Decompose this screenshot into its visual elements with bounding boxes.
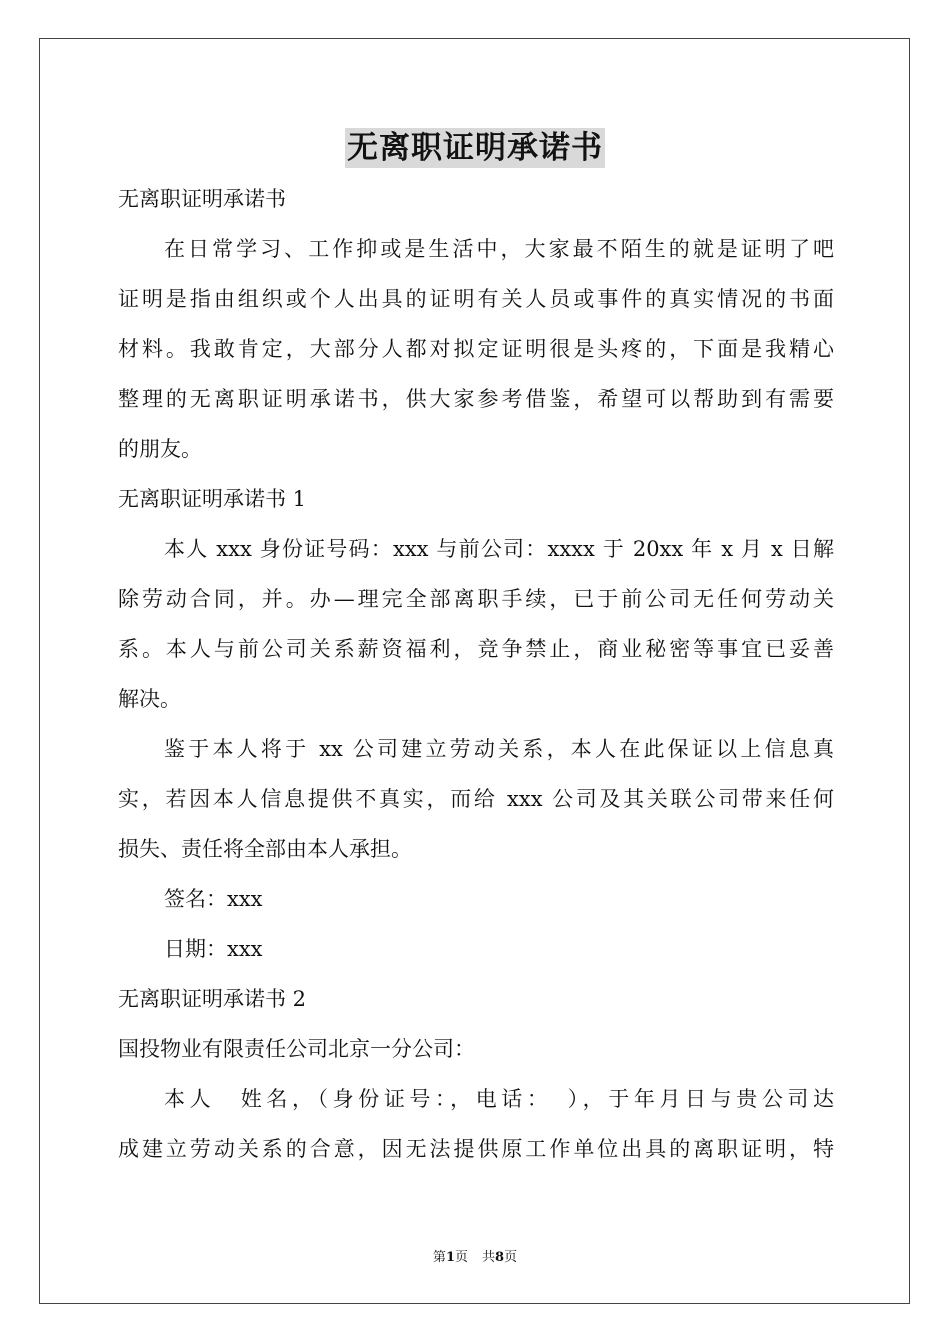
document-title: 无离职证明承诺书 [347,130,603,166]
text-line: 本人 姓名，（身份证号：，电话： ），于年月日与贵公司达 [164,1087,834,1111]
text-line: 解决。 [118,687,181,711]
text-line: 在日常学习、工作抑或是生活中，大家最不陌生的就是证明了吧 [164,237,834,261]
page-label-suffix: 页 [454,1250,468,1265]
text-line: 的朋友。 [118,437,202,461]
text-line: 签名：xxx [164,887,263,911]
page-number: 1 [445,1250,455,1265]
document-body [118,174,834,1174]
text-line: 除劳动合同，并。办—理完全部离职手续，已于前公司无任何劳动关 [118,587,834,611]
text-line: 证明是指由组织或个人出具的证明有关人员或事件的真实情况的书面 [118,287,834,311]
text-line: 日期：xxx [164,937,263,961]
text-line: 本人 xxx 身份证号码：xxx 与前公司：xxxx 于 20xx 年 x 月 x 日解 [164,537,834,561]
text-line: 实，若因本人信息提供不真实，而给 xxx 公司及其关联公司带来任何 [118,787,834,811]
total-label-suffix: 页 [504,1250,518,1265]
text-line: 材料。我敢肯定，大部分人都对拟定证明很是头疼的，下面是我精心 [118,337,834,361]
text-line: 无离职证明承诺书 2 [118,987,307,1011]
text-line: 鉴于本人将于 xx 公司建立劳动关系，本人在此保证以上信息真 [164,737,834,761]
text-line: 系。本人与前公司关系薪资福利，竞争禁止，商业秘密等事宜已妥善 [118,637,834,661]
title-container [0,128,950,168]
total-pages: 8 [495,1250,505,1265]
text-line: 国投物业有限责任公司北京一分公司： [118,1037,475,1061]
text-line: 损失、责任将全部由本人承担。 [118,837,412,861]
total-label-prefix: 共 [482,1250,496,1265]
text-line: 无离职证明承诺书 1 [118,487,307,511]
text-line: 成建立劳动关系的合意，因无法提供原工作单位出具的离职证明，特 [118,1137,834,1161]
text-line: 无离职证明承诺书 [118,187,286,211]
page-footer [0,1246,950,1265]
page-label-prefix: 第 [432,1250,446,1265]
text-line: 整理的无离职证明承诺书，供大家参考借鉴，希望可以帮助到有需要 [118,387,834,411]
